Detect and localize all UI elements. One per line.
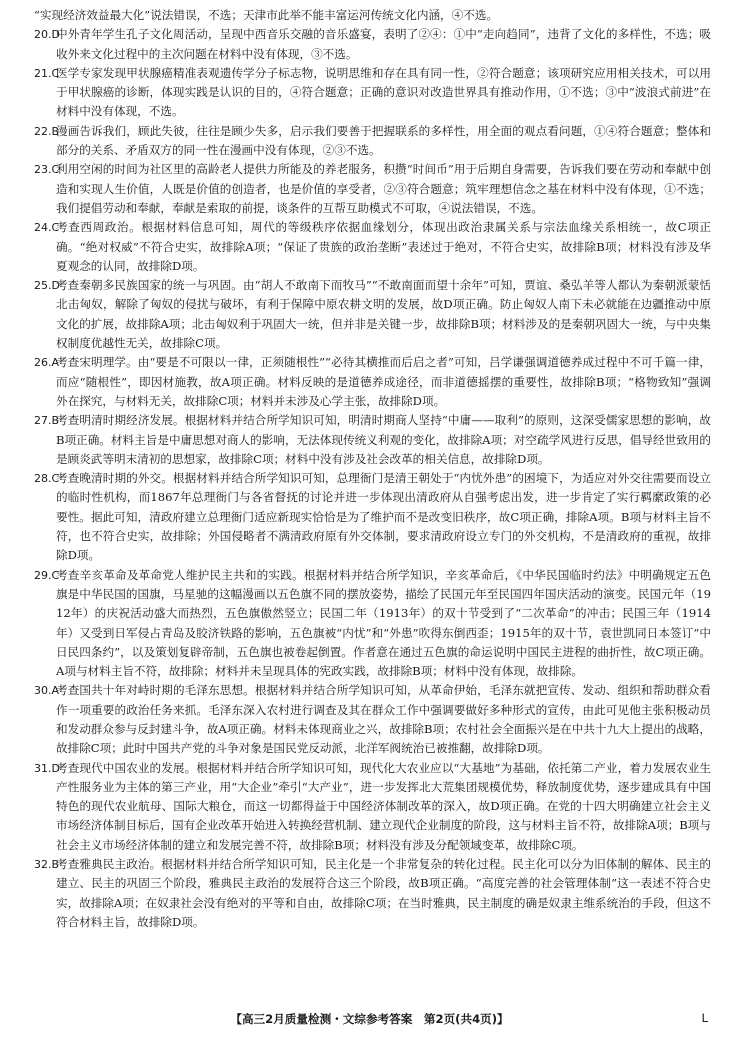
answer-item (34, 160, 711, 218)
answer-item (34, 25, 711, 64)
answer-number: 26.A (34, 356, 60, 370)
answer-number: 31.D (34, 761, 60, 775)
answer-text: 考查西周政治。根据材料信息可知，周代的等级秩序依据血缘划分，体现出政治隶属关系与宗法血缘关系相统一，故C项正确。“绝对权威”不符合史实，故排除A项；“保证了贵族的政治垄断”表述过于绝对，不符合史实，故排除B项；材料没有涉及华夏观念的认同，故排除D项。 (56, 220, 711, 273)
answer-item (34, 759, 711, 855)
answer-number: 27.B (34, 414, 60, 428)
footer-title: 【高三2月质量检测・文综参考答案 第2页(共4页)】 (230, 1012, 509, 1026)
answer-list (34, 25, 711, 932)
answer-number: 30.A (34, 684, 60, 698)
answer-text: 医学专家发现甲状腺癌精准表观遗传学分子标志物，说明思维和存在具有同一性，②符合题意；该项研究应用相关技术，可以用于甲状腺癌的诊断，体现实践是认识的目的，④符合题意；正确的意识对改造世界具有推动作用，①不选；③中“波浪式前进”在材料中没有体现，不选。 (56, 65, 711, 119)
answer-text: 考查宋明理学。由“要是不可限以一律，正须随根性”“必待其横推而后启之者”可知，吕学谦强调道德养成过程中不可千篇一律，而应“随根性”，即因材施教，故A项正确。材料反映的是道德养成途径，而非道德摇摆的重要性，故排除B项；“格物致知”强调外在探究，与材料无关，故排除C项；材料并未涉及心学主张，故排除D项。 (56, 355, 711, 408)
answer-number: 21.C (34, 66, 60, 80)
footer-mark: L (701, 1011, 708, 1025)
answer-text: 考查明清时期经济发展。根据材料并结合所学知识可知，明清时期商人坚持“中庸——取利”的原则，这深受儒家思想的影响，故B项正确。材料主旨是中庸思想对商人的影响，无法体现传统义利观的变化，故排除A项；对空疏学风进行反思，倡导经世致用的是顾炎武等明末清初的思想家，故排除C项；材料中没有涉及社会改革的相关信息，故排除D项。 (56, 413, 711, 466)
answer-text: 漫画告诉我们，顾此失彼，往往是顾少失多，启示我们要善于把握联系的多样性，用全面的观点看问题，①④符合题意；整体和部分的关系、矛盾双方的同一性在漫画中没有体现，②③不选。 (56, 123, 711, 158)
answer-number: 20.D (34, 28, 60, 42)
answer-item (34, 469, 711, 565)
answer-item (34, 855, 711, 932)
answer-text: 考查现代中国农业的发展。根据材料并结合所学知识可知，现代化大农业应以“大基地”为基础，依托第二产业，着力发展农业生产性服务业为主体的第三产业，用“大企业”牵引“大产业”，进一步发挥北大荒集团规模优势，释放制度优势，逐步建成具有中国特色的现代农业航母、国际大粮仓，而这一切都得益于中国经济体制改革的深入，故D项正确。在党的十四大明确建立社会主义市场经济体制目标后，国有企业改革开始进入转换经营机制、建立现代企业制度的阶段，这与材料主旨不符，故排除A项；B项与社会主义市场经济体制的建立和发展完善不符，故排除B项；材料没有涉及分配领域变革，故排除C项。 (56, 760, 711, 852)
answer-number: 25.D (34, 279, 60, 293)
answer-item (34, 681, 711, 758)
answer-text: 中外青年学生孔子文化周活动，呈现中西音乐交融的音乐盛宴，表明了②④：①中“走向趋同”，违背了文化的多样性，不选；吸收外来文化过程中的主次问题在材料中没有体现，③不选。 (56, 27, 711, 61)
answer-number: 23.C (34, 163, 60, 177)
answer-item (34, 411, 711, 469)
answer-text: 考查国共十年对峙时期的毛泽东思想。根据材料并结合所学知识可知，从革命伊始，毛泽东就把宣传、发动、组织和帮助群众看作一项重要的政治任务来抓。毛泽东深入农村进行调查及其在群众工作中强调要做好多种形式的宣传，由此可见他主张积极动员和发动群众参与反封建斗争，故A项正确。材料未体现商业之兴，故排除B项；农村社会全面振兴是在中共十九大上提出的战略，故排除C项；此时中国共产党的斗争对象是国民党反动派，北洋军阀统治已被推翻，故排除D项。 (56, 683, 711, 756)
answer-number: 29.C (34, 568, 60, 582)
answer-text: 考查秦朝多民族国家的统一与巩固。由“胡人不敢南下而牧马”“不敢南面而望十余年”可知，贾谊、桑弘羊等人都认为秦朝派蒙恬北击匈奴，解除了匈奴的侵扰与破坏，有利于保障中原农耕文明的发展，故D项正确。防止匈奴人南下未必就能在边疆推动中原文化的扩展，故排除A项；北击匈奴利于巩固大一统，但并非是关键一步，故排除B项；材料涉及的是秦朝巩固大一统，与中央集权制度优越性无关，故排除C项。 (56, 278, 711, 351)
answer-number: 22.B (34, 124, 60, 138)
answer-item (34, 64, 711, 122)
answer-item (34, 276, 711, 353)
answer-text: 考查雅典民主政治。根据材料并结合所学知识可知，民主化是一个非常复杂的转化过程。民主化可以分为旧体制的解体、民主的建立、民主的巩固三个阶段，雅典民主政治的发展符合这三个阶段，故B项正确。“高度完善的社会管理体制”这一表述不符合史实，故排除A项；在奴隶社会没有绝对的平等和自由，故排除C项；在当时雅典，民主制度的确是奴隶主维系统治的手段，但这不符合材料主旨，故排除D项。 (56, 857, 711, 929)
answer-text: 利用空闲的时间为社区里的高龄老人提供力所能及的养老服务，积攒“时间币”用于后期自身需要，告诉我们要在劳动和奉献中创造和实现人生价值，人既是价值的创造者，也是价值的享受者，②③符合题意；筑牢理想信念之基在材料中没有体现，①不选；我们提倡劳动和奉献，奉献是索取的前提，谈条件的互帮互助模式不可取，④说法错误，不选。 (56, 162, 711, 215)
answer-page (34, 6, 711, 932)
answer-number: 28.C (34, 472, 60, 486)
answer-number: 24.C (34, 221, 60, 235)
answer-item (34, 566, 711, 682)
intro-paragraph: “实现经济效益最大化”说法错误，不选；天津市此举不能丰富运河传统文化内涵，④不选。 (34, 8, 499, 22)
page-footer (0, 1011, 739, 1029)
answer-item (34, 353, 711, 411)
answer-item (34, 218, 711, 276)
answer-text: 考查辛亥革命及革命党人维护民主共和的实践。根据材料并结合所学知识，辛亥革命后，《中华民国临时约法》中明确规定五色旗是中华民国的国旗，马星驰的这幅漫画以五色旗不同的摆放姿势，描绘了民国元年至民国四年国庆活动的演变。民国元年（1912年）的庆祝活动盛大而热烈，五色旗傲然竖立；民国二年（1913年）的双十节受到了“二次革命”的冲击；民国三年（1914年）又受到日军侵占青岛及胶济铁路的影响，五色旗被“内忧”和“外患”吹得东倒西歪；1915年的双十节，袁世凯同日本签订“中日民四条约”，以及策划复辟帝制，五色旗也被卷起倒置。作者意在通过五色旗的命运说明中国民主进程的曲折性，故C项正确。A项与材料主旨不符，故排除；材料并未呈现具体的宪政实践，故排除B项；材料中没有体现，故排除。 (56, 567, 711, 679)
answer-number: 32.B (34, 858, 60, 872)
answer-text: 考查晚清时期的外交。根据材料并结合所学知识可知，总理衙门是清王朝处于“内忧外患”的困境下，为适应对外交往需要而设立的临时性机构，而1867年总理衙门与各省督抚的讨论并进一步体现出清政府从自强考虑出发，进一步肯定了实行羁縻政策的必要性。据此可知，清政府建立总理衙门适应新现实恰恰是为了维护而不是改变旧秩序，故C项正确，排除A项。B项与材料主旨不符，也不符合史实，故排除；外国侵略者不满清政府原有外交体制，要求清政府设立专门的外交机构，不是清政府的重视，故排除D项。 (56, 471, 711, 563)
answer-item (34, 122, 711, 161)
